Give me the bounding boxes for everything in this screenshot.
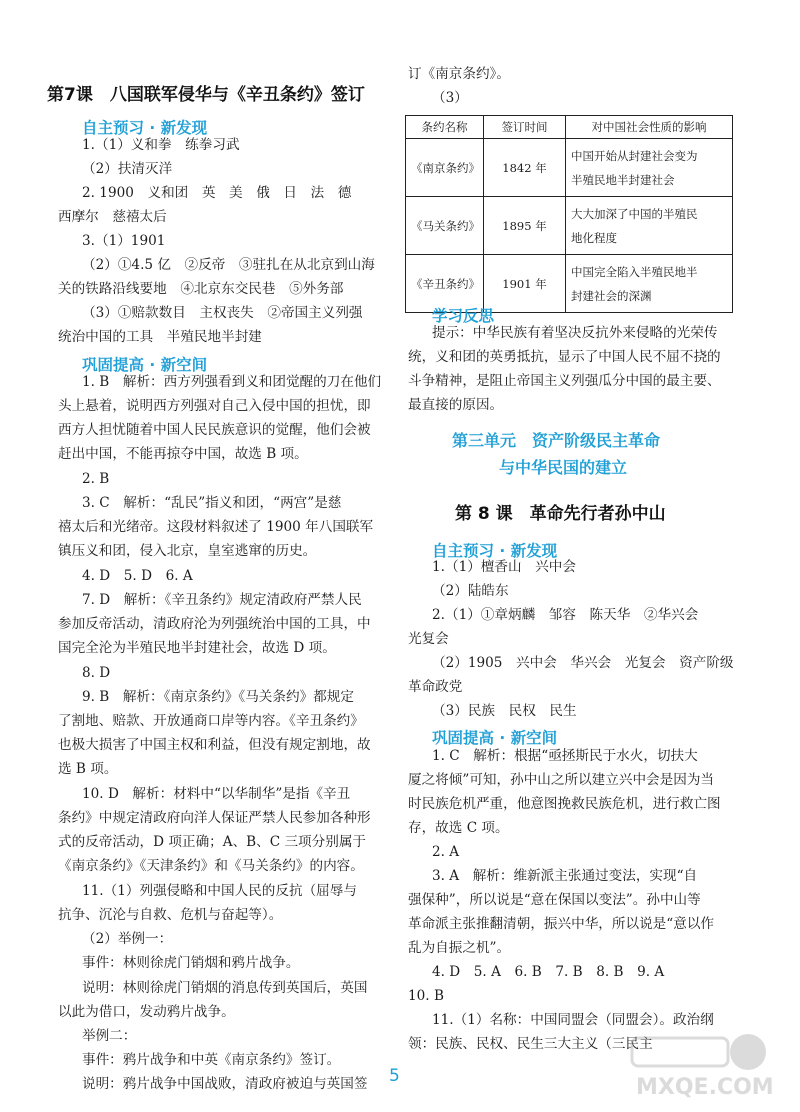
section-reflect-header: 学习反思 — [432, 307, 495, 325]
answer-line: 选 B 项。 — [58, 761, 118, 777]
table-header: 对中国社会性质的影响 — [566, 116, 733, 139]
answer-line: 革命派主张推翻清朝，振兴中华，所以说是“意以作 — [408, 916, 715, 932]
answer-line: （3）①赔款数目 主权丧失 ②帝国主义列强 — [82, 305, 363, 321]
answer-line: 8. D — [82, 665, 111, 681]
table-cell — [566, 197, 733, 255]
answer-line: 统治中国的工具 半殖民地半封建 — [58, 329, 262, 345]
table-cell: 《辛丑条约》 — [406, 255, 484, 313]
answer-line: 9. B 解析：《南京条约》《马关条约》都规定 — [82, 689, 354, 705]
cell-line: 大大加深了中国的半殖民 — [571, 206, 698, 221]
answer-line: 1.（1）义和拳 练拳习武 — [82, 137, 240, 153]
answer-line: 式的反帝活动，D 项正确；A、B、C 三项分别属于 — [58, 834, 367, 850]
page-number: 5 — [389, 1066, 400, 1086]
watermark-frame — [632, 1038, 728, 1066]
reflect-line: 斗争精神，是阻止帝国主义列强瓜分中国的最主要、 — [408, 373, 721, 389]
table-cell: 1895 年 — [484, 197, 566, 255]
lesson-8-title: 第 8 课 革命先行者孙中山 — [455, 504, 666, 524]
table-cell: 1842 年 — [484, 139, 566, 197]
answer-line: 《南京条约》《天津条约》和《马关条约》的内容。 — [58, 858, 364, 874]
table-cell: 1901 年 — [484, 255, 566, 313]
cell-line: 地化程度 — [571, 230, 617, 245]
answer-line: 说明：鸦片战争中国战败，清政府被迫与英国签 — [82, 1076, 368, 1092]
answer-line: 11.（1）名称：中国同盟会（同盟会）。政治纲 — [432, 1012, 714, 1028]
table-cell: 《南京条约》 — [406, 139, 484, 197]
cell-line: 封建社会的深渊 — [571, 288, 652, 303]
unit-subtitle: 与中华民国的建立 — [499, 458, 628, 477]
answer-line: 抗争、沉沦与自救、危机与奋起等）。 — [58, 907, 283, 923]
section-preview-header-2: 自主预习 · 新发现 — [432, 542, 558, 560]
answer-line: （2）陆皓东 — [432, 583, 509, 599]
answer-line: 西方人担忧随着中国人民民族意识的觉醒，他们会被 — [58, 422, 371, 438]
answer-line: 时民族危机严重，他意图挽救民族危机，进行救亡图 — [408, 796, 721, 812]
answer-line: 1.（1）檀香山 兴中会 — [432, 559, 576, 575]
answer-line: 关的铁路沿线要地 ④北京东交民巷 ⑤外务部 — [58, 281, 344, 297]
table-cell — [566, 255, 733, 313]
reflect-line: 最直接的原因。 — [408, 397, 504, 413]
answer-line: 4. D 5. D 6. A — [82, 568, 193, 584]
answer-line: 存，故选 C 项。 — [408, 820, 509, 836]
answer-line: （2）举例一： — [82, 931, 173, 947]
section-consolidate-header-2: 巩固提高 · 新空间 — [432, 729, 558, 747]
table-cell — [566, 139, 733, 197]
answer-line: 11.（1）列强侵略和中国人民的反抗（屈辱与 — [82, 883, 357, 899]
answer-line: 西摩尔 慈禧太后 — [58, 209, 167, 225]
table-row — [406, 197, 733, 255]
answer-line: 事件：林则徐虎门销烟和鸦片战争。 — [82, 955, 300, 971]
cell-line: 半殖民地半封建社会 — [571, 172, 675, 187]
answer-line: 2. B — [82, 471, 110, 487]
answer-line: 订《南京条约》。 — [408, 66, 510, 82]
answer-line: 3.（1）1901 — [82, 233, 166, 249]
reflect-line: 提示：中华民族有着坚决反抗外来侵略的光荣传 — [432, 325, 718, 341]
answer-line: 镇压义和团，侵入北京，皇室逃窜的历史。 — [58, 543, 317, 559]
section-consolidate-header: 巩固提高 · 新空间 — [82, 356, 208, 374]
answer-line: 参加反帝活动，清政府沦为列强统治中国的工具，中 — [58, 616, 371, 632]
answer-line: 2.（1）①章炳麟 邹容 陈天华 ②华兴会 — [432, 607, 699, 623]
answer-line: 国完全沦为半殖民地半封建社会，故选 D 项。 — [58, 640, 336, 656]
answer-line: 7. D 解析：《辛丑条约》规定清政府严禁人民 — [82, 592, 362, 608]
answer-line: 禧太后和光绪帝。这段材料叙述了 1900 年八国联军 — [58, 519, 374, 535]
lesson-7-title: 第7课 八国联军侵华与《辛丑条约》签订 — [47, 85, 365, 105]
answer-line: 3. A 解析：维新派主张通过变法，实现“自 — [432, 868, 698, 884]
answer-line: （2）1905 兴中会 华兴会 光复会 资产阶级 — [432, 655, 734, 671]
answer-line: （3）民族 民权 民生 — [432, 703, 577, 719]
answer-line: （2）①4.5 亿 ②反帝 ③驻扎在从北京到山海 — [82, 257, 375, 273]
section-preview-header: 自主预习 · 新发现 — [82, 119, 208, 137]
table-header-row — [406, 116, 733, 139]
watermark-badge — [730, 1034, 766, 1070]
answer-line: 说明：林则徐虎门销烟的消息传到英国后，英国 — [82, 980, 368, 996]
answer-line: 10. B — [408, 988, 444, 1004]
watermark-text: MXQE.COM — [636, 1075, 774, 1100]
answer-line: （3） — [432, 90, 468, 106]
answer-line: 乱为自振之机”。 — [408, 940, 511, 956]
answer-line: 强保种”，所以说是“意在保国以变法”。孙中山等 — [408, 892, 701, 908]
treaty-table — [405, 115, 733, 313]
answer-line: 头上悬着，说明西方列强对自己入侵中国的担忧，即 — [58, 398, 371, 414]
answer-line: 领：民族、民权、民生三大主义（三民主 — [408, 1036, 653, 1052]
answer-line: 2. 1900 义和团 英 美 俄 日 法 德 — [82, 185, 352, 201]
answer-line: 2. A — [432, 844, 460, 860]
answer-line: （2）扶清灭洋 — [82, 161, 173, 177]
answer-line: 光复会 — [408, 631, 449, 647]
table-header: 签订时间 — [484, 116, 566, 139]
cell-line: 中国完全陷入半殖民地半 — [571, 264, 698, 279]
answer-line: 条约》中规定清政府向洋人保证严禁人民参加各种形 — [58, 810, 371, 826]
table-cell: 《马关条约》 — [406, 197, 484, 255]
answer-line: 1. B 解析：西方列强看到义和团觉醒的刀在他们 — [82, 374, 382, 390]
answer-line: 厦之将倾”可知，孙中山之所以建立兴中会是因为当 — [408, 772, 715, 788]
cell-line: 中国开始从封建社会变为 — [571, 148, 698, 163]
reflect-line: 统，义和团的英勇抵抗，显示了中国人民不屈不挠的 — [408, 349, 721, 365]
answer-line: 以此为借口，发动鸦片战争。 — [58, 1004, 235, 1020]
answer-line: 4. D 5. A 6. B 7. B 8. B 9. A — [432, 964, 665, 980]
answer-line: 3. C 解析：“乱民”指义和团，“两宫”是慈 — [82, 495, 342, 511]
answer-line: 1. C 解析：根据“亟拯斯民于水火，切扶大 — [432, 748, 698, 764]
answer-line: 革命政党 — [408, 679, 463, 695]
table-header: 条约名称 — [406, 116, 484, 139]
answer-line: 10. D 解析：材料中“以华制华”是指《辛丑 — [82, 786, 351, 802]
answer-line: 赶出中国，不能再掠夺中国，故选 B 项。 — [58, 446, 308, 462]
unit-title: 第三单元 资产阶级民主革命 — [452, 431, 661, 450]
answer-line: 也极大损害了中国主权和利益，但没有规定割地，故 — [58, 737, 371, 753]
answer-line: 了割地、赔款、开放通商口岸等内容。《辛丑条约》 — [58, 713, 364, 729]
answer-line: 事件：鸦片战争和中英《南京条约》签订。 — [82, 1052, 341, 1068]
watermark-logo — [628, 1030, 778, 1100]
table-row — [406, 139, 733, 197]
answer-line: 举例二： — [82, 1028, 137, 1044]
